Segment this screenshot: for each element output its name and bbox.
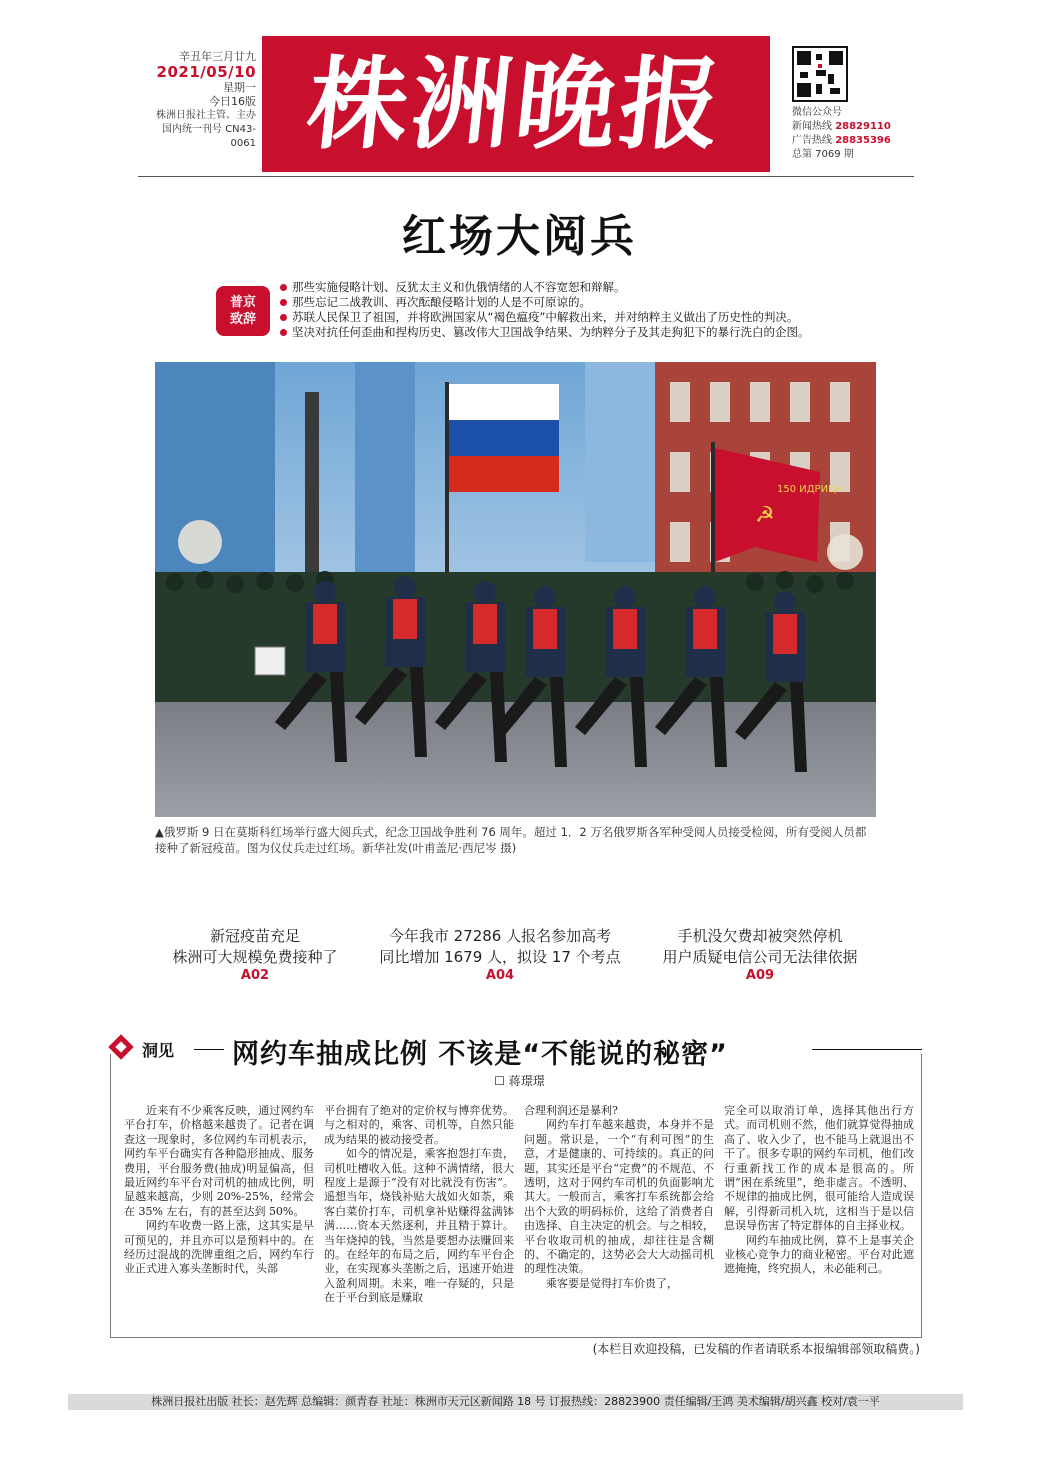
parade-photo xyxy=(155,362,876,817)
teaser-line2: 用户质疑电信公司无法律依据 xyxy=(662,948,858,966)
column-label: 洞见 xyxy=(142,1041,175,1060)
quote-item: 那些实施侵略计划、反犹太主义和仇俄情绪的人不容宽恕和辩解。 xyxy=(280,280,900,295)
column-text-2 xyxy=(324,1104,514,1306)
paragraph: 网约车收费一路上涨，这其实是早可预见的，并且亦可以是预料中的。在经历过混战的洗牌重组之后，网约车行业正式进入寡头垄断时代，头部 xyxy=(124,1219,314,1276)
paragraph: 完全可以取消订单，选择其他出行方式。而司机则不然，他们就算觉得抽成高了、收入少了，也不能马上就退出不干了。很多专职的网约车司机，他们改行重新找工作的成本是很高的。所谓“困在系统里”，绝非虚言。不透明、不规律的抽成比例，很可能给人造成误解，引得新司机入坑，这相当于是以信息误导伤害了特定群体的自主择业权。 xyxy=(724,1104,914,1233)
column-text-1 xyxy=(124,1104,314,1277)
column-title: 网约车抽成比例 不该是“不能说的秘密” xyxy=(232,1039,728,1070)
qr-code-icon xyxy=(792,46,848,102)
ad-hotline-number: 28835396 xyxy=(835,135,891,146)
newspaper-title-banner xyxy=(262,36,770,172)
speech-badge xyxy=(216,286,270,336)
column-text-3 xyxy=(524,1104,714,1291)
insight-logo-icon xyxy=(108,1034,134,1060)
lead-headline: 红场大阅兵 xyxy=(402,211,637,262)
weekday: 星期一 xyxy=(223,81,256,94)
paragraph: 网约车打车越来越贵，本身并不是问题。常识是，一个“有利可图”的生意，才是健康的、可持续的。真正的问题，其实还是平台“定费”的不规范、不透明，这对于网约车司机的负面影响尤其大。一般而言，乘客打车系统都会给出个大致的明码标价，这给了消费者自由选择、自主决定的机会。与之相较，平台收取司机的抽成，却往往是含糊的、不确定的，这势必会大大动摇司机的理性决策。 xyxy=(524,1118,714,1276)
paragraph: 网约车抽成比例，算不上是事关企业核心竞争力的商业秘密。平台对此遮遮掩掩，终究损人，未必能利己。 xyxy=(724,1233,914,1276)
paragraph: 乘客要是觉得打车价贵了， xyxy=(546,1276,678,1290)
paragraph: 如今的情况是，乘客抱怨打车贵，司机吐槽收入低。这种不满情绪，很大程度上是源于“没有对比就没有伤害”。遥想当年，烧钱补贴大战如火如荼，乘客白菜价打车，司机拿补贴赚得盆满钵满……资本天然逐利，并且精于算计。当年烧掉的钱，当然是要想办法赚回来的。在经年的布局之后，网约车平台企业，在实现寡头垄断之后，迅速开始进入盈利周期。未来，唯一存疑的，只是在于平台到底是赚取 xyxy=(324,1147,514,1305)
teaser-page: A02 xyxy=(240,968,270,983)
ad-hotline-row xyxy=(792,134,942,148)
editor-note: (本栏目欢迎投稿，已发稿的作者请联系本报编辑部领取稿费。) xyxy=(592,1342,920,1356)
newspaper-title: 株洲晚报 xyxy=(301,45,731,163)
column-author: ☐ 蒋璟璟 xyxy=(494,1074,545,1088)
masthead-divider xyxy=(138,176,914,177)
parade-illustration xyxy=(155,362,876,817)
imprint-footer: 株洲日报社出版 社长：赵先辉 总编辑：颜青春 社址：株洲市天元区新闻路 18 号 订报热线：28823900 责任编辑/王鸿 美术编辑/胡兴鑫 校对/袁一平 xyxy=(68,1394,963,1410)
quote-item: 坚决对抗任何歪曲和捏构历史、篡改伟大卫国战争结果、为纳粹分子及其走狗犯下的暴行洗白的企图。 xyxy=(280,325,900,340)
wechat-label: 微信公众号 xyxy=(792,107,842,118)
publisher-line: 株洲日报社主管、主办 xyxy=(156,110,256,121)
masthead-contacts xyxy=(792,106,942,162)
teaser-line2: 同比增加 1679 人，拟设 17 个考点 xyxy=(379,948,621,966)
teaser-gaokao[interactable] xyxy=(355,926,645,984)
quote-item: 苏联人民保卫了祖国，并将欧洲国家从“褐色瘟疫”中解救出来，并对纳粹主义做出了历史性的判决。 xyxy=(280,310,900,325)
column-label-rule xyxy=(194,1049,224,1050)
teaser-line1: 今年我市 27286 人报名参加高考 xyxy=(388,927,612,945)
column-title-rule xyxy=(812,1049,922,1050)
teaser-page: A04 xyxy=(485,968,515,983)
issue-number: 总第 7069 期 xyxy=(792,149,854,160)
column-text-4 xyxy=(724,1104,914,1277)
paragraph: 合理利润还是暴利? xyxy=(524,1104,618,1117)
teaser-line1: 新冠疫苗充足 xyxy=(209,927,300,945)
speech-badge-line2: 致辞 xyxy=(229,312,256,327)
lunar-date: 辛丑年三月廿九 xyxy=(179,50,256,63)
speech-badge-line1: 普京 xyxy=(229,295,256,310)
speech-quotes xyxy=(280,280,900,340)
news-hotline-label: 新闻热线 xyxy=(792,121,832,132)
news-hotline-row xyxy=(792,120,942,134)
issue-date: 2021/05/10 xyxy=(156,63,256,81)
serial-number: 国内统一刊号 CN43-0061 xyxy=(162,124,256,149)
victory-banner-hammer-sickle: ☭ xyxy=(755,503,775,528)
photo-caption: ▲俄罗斯 9 日在莫斯科红场举行盛大阅兵式，纪念卫国战争胜利 76 周年。超过 1．2 万名俄罗斯各军种受阅人员接受检阅，所有受阅人员都接种了新冠疫苗。图为仪仗兵走过红场。新华社发(叶甫盖尼·西尼岑 摄) xyxy=(155,825,867,855)
date-block xyxy=(138,50,256,151)
ad-hotline-label: 广告热线 xyxy=(792,135,832,146)
teaser-telecom[interactable] xyxy=(615,926,905,984)
teaser-page: A09 xyxy=(745,968,775,983)
victory-banner-text: 150 ИДРИЦК xyxy=(777,484,843,495)
paragraph: 近来有不少乘客反映，通过网约车平台打车，价格越来越贵了。记者在调查这一现象时，多位网约车司机表示，网约车平台确实有各种隐形抽成、服务费用，平台服务费(抽成)明显偏高，但最近网约车平台对司机的抽成比例，明显越来越高，少则 20%-25%，经常会在 35% 左右，有的甚至达到 50%。 xyxy=(124,1104,314,1218)
news-hotline-number: 28829110 xyxy=(835,121,891,132)
paragraph: 平台拥有了绝对的定价权与博弈优势。与之相对的，乘客、司机等，自然只能成为结果的被动接受者。 xyxy=(324,1104,514,1146)
quote-item: 那些忘记二战教训、再次酝酿侵略计划的人是不可原谅的。 xyxy=(280,295,900,310)
edition-count: 今日16版 xyxy=(209,95,256,108)
teaser-line2: 株洲可大规模免费接种了 xyxy=(172,948,338,966)
teaser-line1: 手机没欠费却被突然停机 xyxy=(677,927,843,945)
